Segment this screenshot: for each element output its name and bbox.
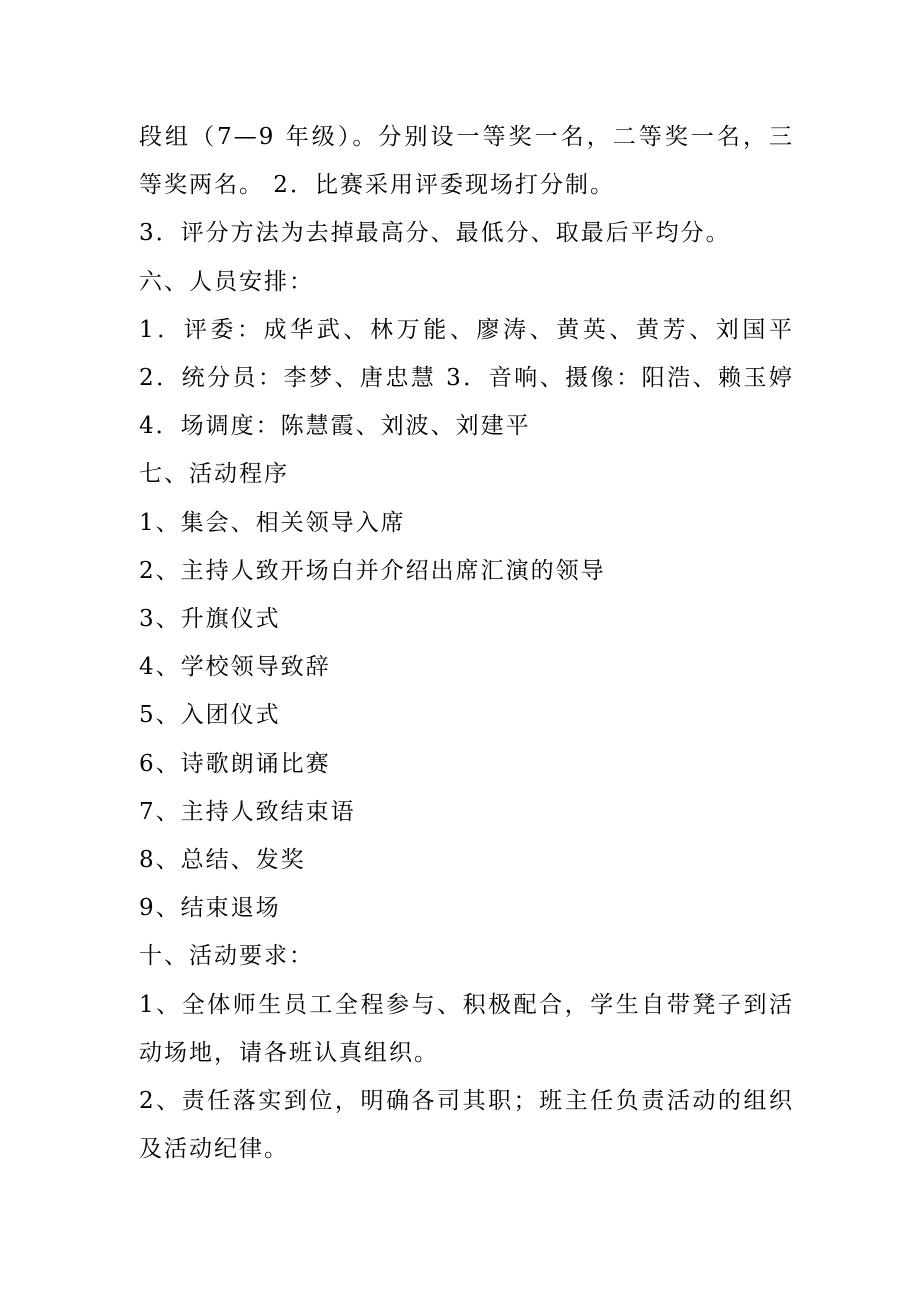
list-item: 7、主持人致结束语 xyxy=(139,798,356,825)
list-item: 1、集会、相关领导入席 xyxy=(139,509,406,536)
list-item: 9、结束退场 xyxy=(139,895,281,922)
list-item: 3、升旗仪式 xyxy=(139,606,281,633)
list-item: 5、入团仪式 xyxy=(139,702,281,729)
paragraph-staff-list: 1．评委：成华武、林万能、廖涛、黄英、黄芳、刘国平 2．统分员：李梦、唐忠慧 3．音响、摄像：阳浩、赖玉婷 4．场调度：陈慧霞、刘波、刘建平 xyxy=(139,316,794,440)
list-item: 8、总结、发奖 xyxy=(139,847,306,874)
list-item: 4、学校领导致辞 xyxy=(139,654,331,681)
list-item: 6、诗歌朗诵比赛 xyxy=(139,750,331,777)
document-body xyxy=(139,113,794,1173)
section-heading-staff: 六、人员安排： xyxy=(139,268,314,295)
list-item: 2、责任落实到位，明确各司其职；班主任负责活动的组织及活动纪律。 xyxy=(139,1088,794,1163)
paragraph-scoring-method: 3．评分方法为去掉最高分、最低分、取最后平均分。 xyxy=(139,220,731,247)
section-heading-requirements: 十、活动要求： xyxy=(139,943,314,970)
section-heading-program: 七、活动程序 xyxy=(139,461,289,488)
list-item: 1、全体师生员工全程参与、积极配合，学生自带凳子到活动场地，请各班认真组织。 xyxy=(139,991,794,1066)
paragraph-award-groups: 段组（7—9 年级）。分别设一等奖一名，二等奖一名，三等奖两名。 2．比赛采用评委现场打分制。 xyxy=(139,124,794,199)
list-item: 2、主持人致开场白并介绍出席汇演的领导 xyxy=(139,557,606,584)
